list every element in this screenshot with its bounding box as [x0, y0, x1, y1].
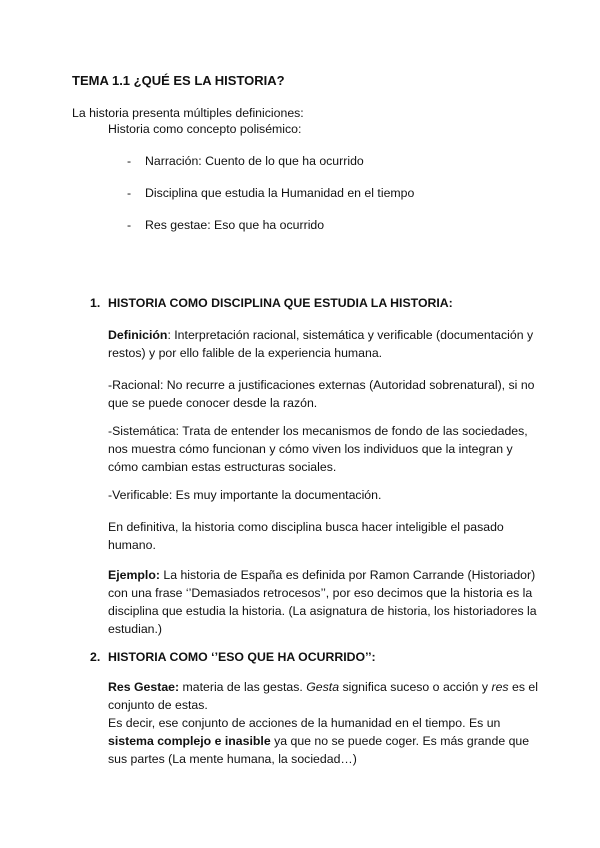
- sistema-text: Es decir, ese conjunto de acciones de la humanidad en el tiempo. Es un: [108, 716, 501, 730]
- sistema-paragraph: [108, 714, 538, 768]
- res-gestae-text: significa suceso o acción y: [339, 680, 492, 694]
- bullet-item: Narración: Cuento de lo que ha ocurrido: [145, 154, 364, 168]
- sistematica-paragraph: -Sistemática: Trata de entender los mecanismos de fondo de las sociedades, nos muestra cómo funcionan y cómo viven los individuos que la integran y cómo cambian estas estructuras sociales.: [108, 424, 528, 474]
- res-gestae-text: es el conjunto de estas.: [108, 680, 538, 712]
- bullet-item: Res gestae: Eso que ha ocurrido: [145, 218, 325, 232]
- section-number: 1.: [90, 296, 101, 310]
- bullet-item: Disciplina que estudia la Humanidad en el tiempo: [145, 186, 415, 200]
- section-number: 2.: [90, 650, 101, 664]
- res-gestae-text: materia de las gestas.: [179, 680, 307, 694]
- definition-text: : Interpretación racional, sistemática y verificable (documentación y restos) y por ello falible de la experiencia humana.: [108, 328, 534, 360]
- intro-line-2: Historia como concepto polisémico:: [108, 122, 302, 136]
- res-term: res: [491, 680, 509, 694]
- example-text: La historia de España es definida por Ramon Carrande (Historiador) con una frase ‘’Demasiados retrocesos’’, por eso decimos que la historia es la disciplina que estudia la historia. (La asignatura de historia, los historiadores la estudian.): [108, 568, 537, 636]
- res-gestae-paragraph: [108, 678, 538, 714]
- gesta-term: Gesta: [306, 680, 340, 694]
- bullet-marker: -: [127, 186, 132, 200]
- racional-paragraph: -Racional: No recurre a justificaciones externas (Autoridad sobrenatural), si no que se puede conocer desde la razón.: [108, 378, 535, 410]
- bullet-marker: -: [127, 218, 132, 232]
- definition-label: Definición: [108, 328, 168, 342]
- bullet-marker: -: [127, 154, 132, 168]
- page-title: TEMA 1.1 ¿QUÉ ES LA HISTORIA?: [72, 73, 285, 88]
- section-heading: HISTORIA COMO DISCIPLINA QUE ESTUDIA LA HISTORIA:: [108, 296, 453, 310]
- conclusion-paragraph: En definitiva, la historia como disciplina busca hacer inteligible el pasado humano.: [108, 520, 504, 552]
- sistema-bold: sistema complejo e inasible: [108, 734, 271, 748]
- example-label: Ejemplo:: [108, 568, 160, 582]
- definition-paragraph: [108, 326, 538, 362]
- verificable-paragraph: -Verificable: Es muy importante la documentación.: [108, 488, 382, 502]
- intro-line-1: La historia presenta múltiples definiciones:: [72, 106, 304, 120]
- section-heading: HISTORIA COMO ‘’ESO QUE HA OCURRIDO’’:: [108, 650, 376, 664]
- example-paragraph: [108, 566, 538, 638]
- res-gestae-label: Res Gestae:: [108, 680, 180, 694]
- sistema-text: ya que no se puede coger. Es más grande que sus partes (La mente humana, la sociedad…): [108, 734, 530, 766]
